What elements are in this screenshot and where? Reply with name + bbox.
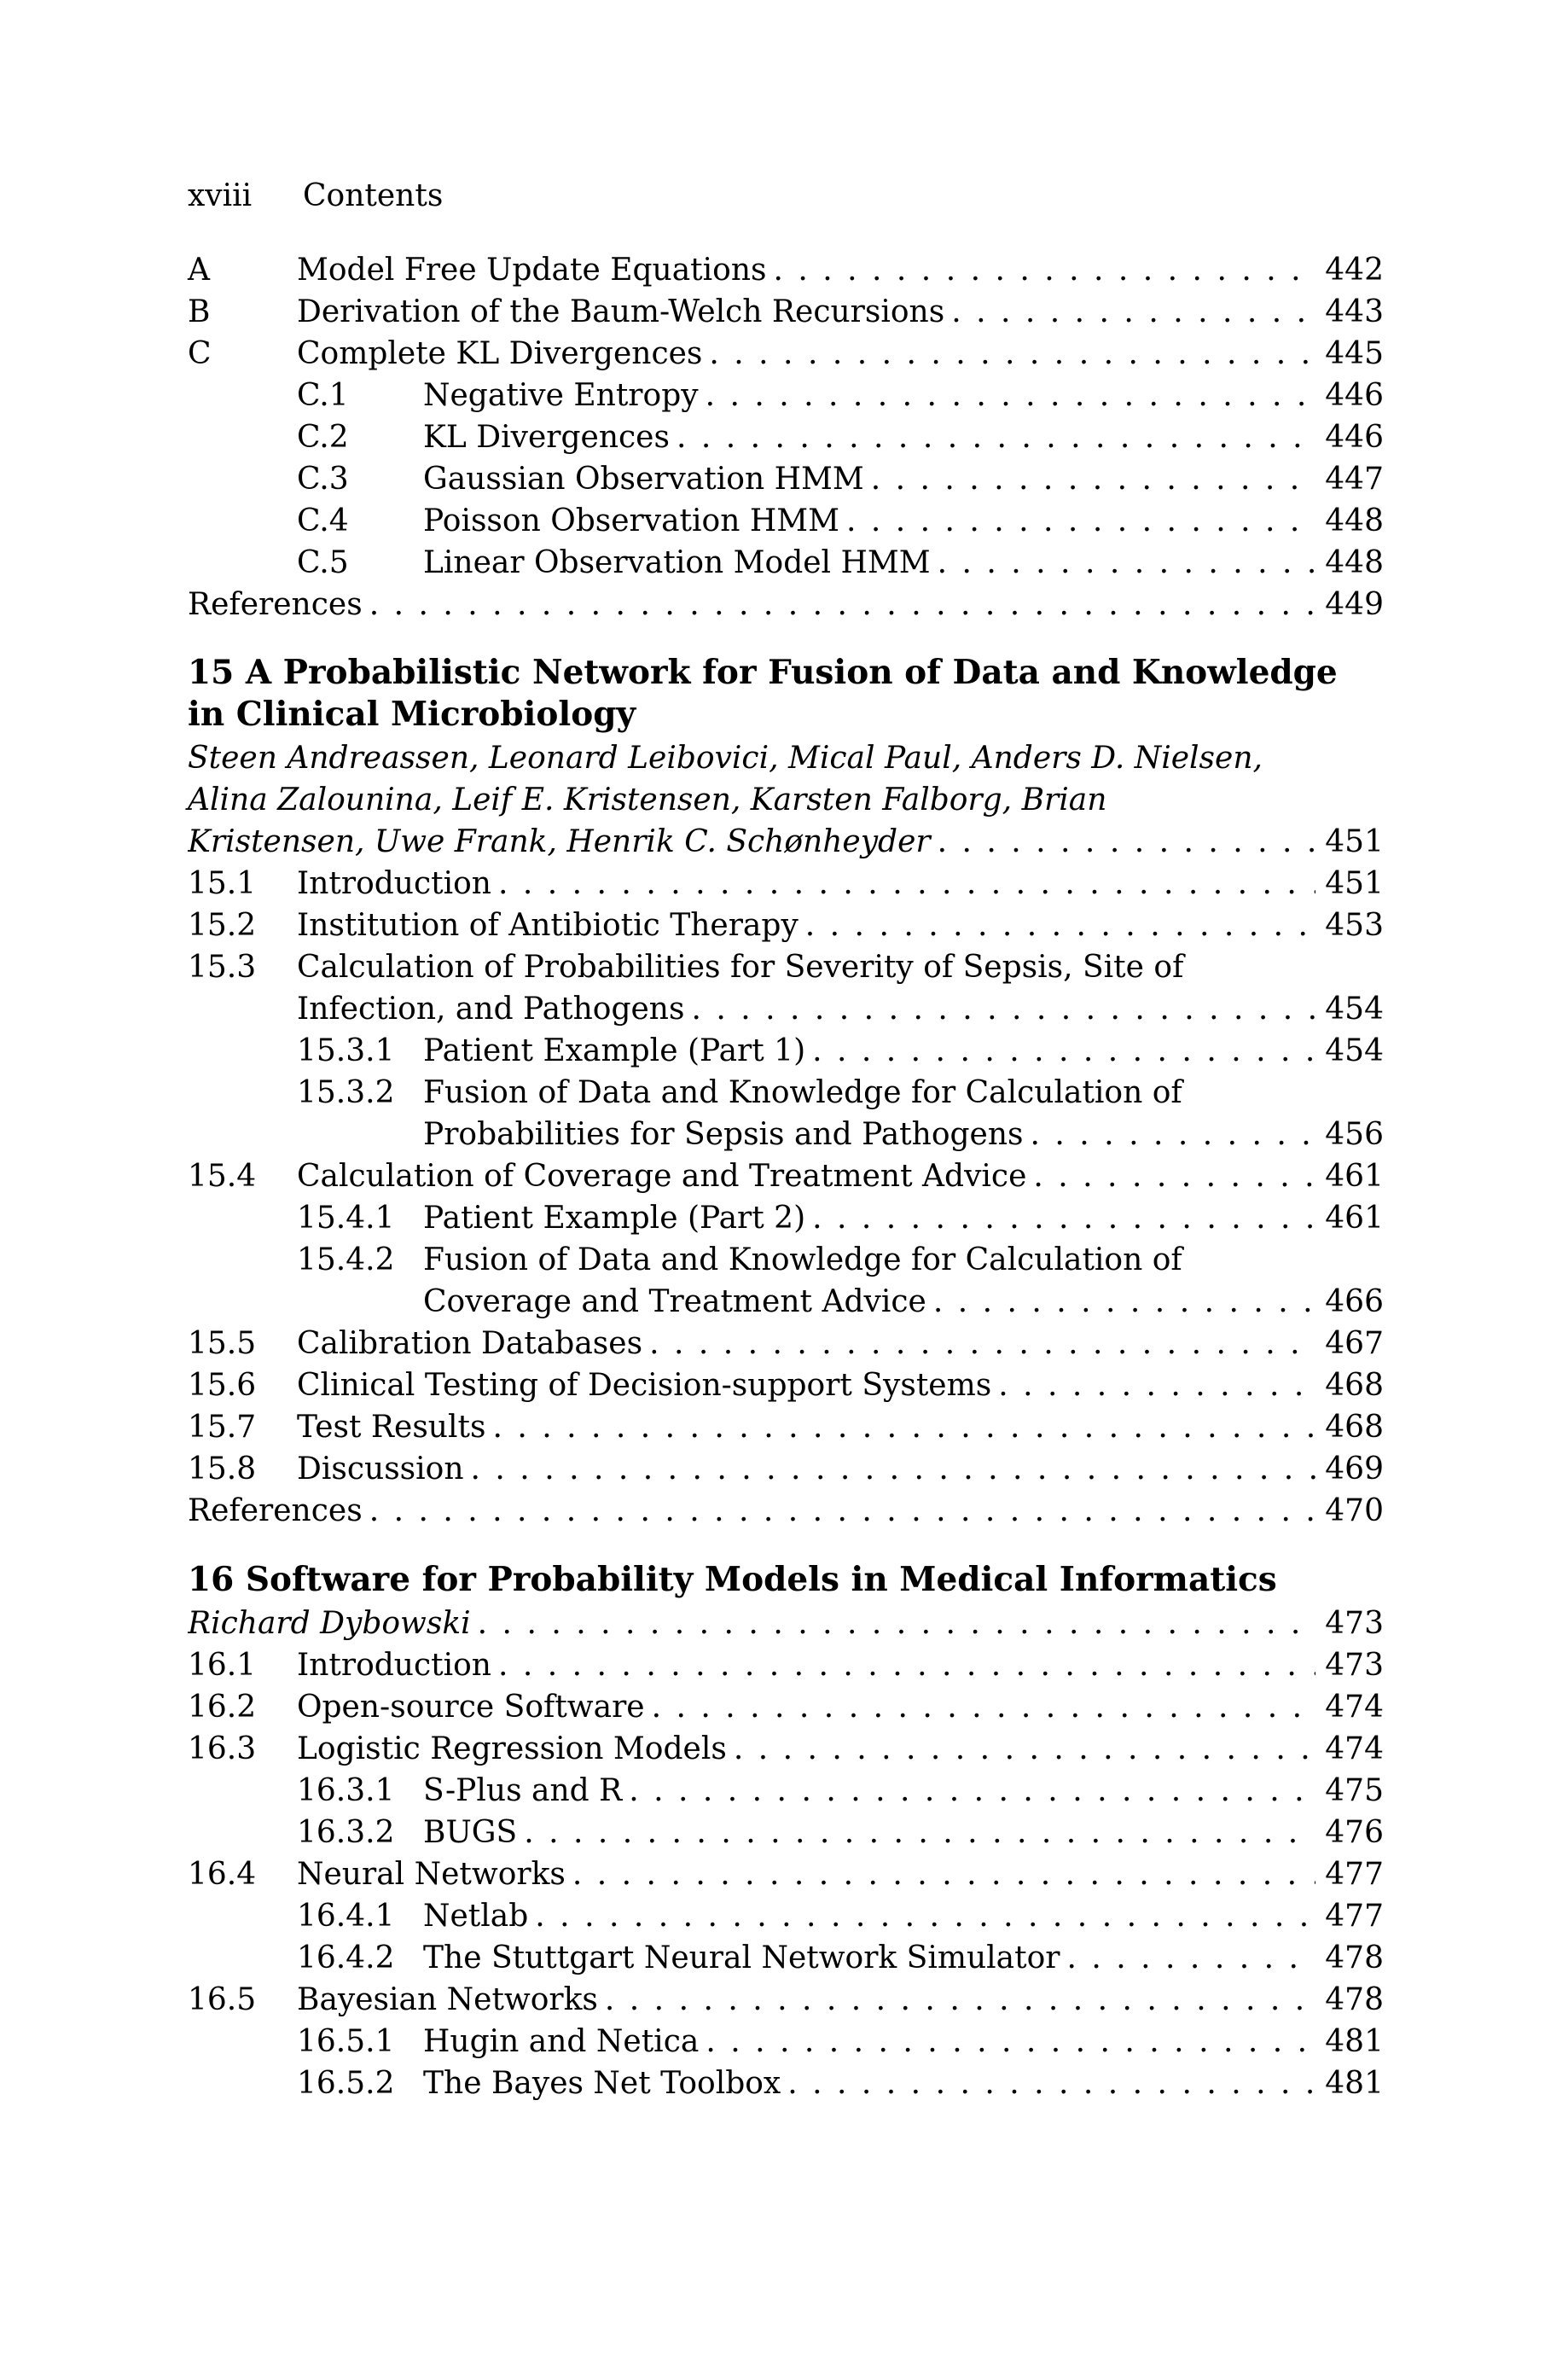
entry-number: 16.4 bbox=[188, 1857, 257, 1892]
toc-entry[interactable] bbox=[188, 1728, 1384, 1771]
entry-page: 443 bbox=[1325, 294, 1384, 329]
toc-entry[interactable] bbox=[297, 988, 1384, 1031]
leader-dots bbox=[471, 1603, 1315, 1645]
leader-dots bbox=[598, 1979, 1315, 2022]
entry-title: Patient Example (Part 2) bbox=[423, 1201, 806, 1236]
entry-page: 446 bbox=[1325, 378, 1384, 413]
entry-number: 16.5.2 bbox=[297, 2066, 395, 2101]
entry-page: 481 bbox=[1325, 2024, 1384, 2059]
leader-dots bbox=[622, 1770, 1315, 1812]
toc-entry[interactable] bbox=[188, 249, 1384, 292]
entry-number: 15.4.1 bbox=[297, 1201, 395, 1236]
leader-dots bbox=[517, 1812, 1315, 1854]
entry-number: 15.3.2 bbox=[297, 1075, 395, 1110]
entry-page: 448 bbox=[1325, 503, 1384, 538]
entry-page: 456 bbox=[1325, 1117, 1384, 1152]
entry-label: A bbox=[188, 253, 210, 288]
leader-dots bbox=[926, 1281, 1315, 1324]
leader-dots bbox=[566, 1853, 1315, 1896]
entry-number: 15.4 bbox=[188, 1159, 257, 1194]
entry-page: 449 bbox=[1325, 587, 1384, 622]
toc-entry-references[interactable] bbox=[188, 584, 1384, 626]
toc-entry[interactable] bbox=[297, 1770, 1384, 1812]
entry-page: 470 bbox=[1325, 1493, 1384, 1528]
entry-title: The Stuttgart Neural Network Simulator bbox=[423, 1940, 1060, 1975]
entry-title: Neural Networks bbox=[297, 1857, 566, 1892]
toc-entry[interactable] bbox=[188, 1644, 1384, 1687]
toc-entry[interactable] bbox=[188, 1853, 1384, 1896]
entry-title-line-1[interactable]: Fusion of Data and Knowledge for Calculation of bbox=[423, 1242, 1182, 1277]
entry-number: 16.3.1 bbox=[297, 1773, 395, 1808]
leader-dots bbox=[670, 416, 1315, 459]
entry-label: C.5 bbox=[297, 545, 349, 580]
leader-dots bbox=[485, 1406, 1315, 1449]
toc-entry[interactable] bbox=[297, 416, 1384, 459]
entry-title: Netlab bbox=[423, 1899, 529, 1934]
entry-title: Calculation of Coverage and Treatment Advice bbox=[297, 1159, 1027, 1194]
entry-title: Probabilities for Sepsis and Pathogens bbox=[423, 1117, 1024, 1152]
entry-title: Model Free Update Equations bbox=[297, 253, 767, 288]
leader-dots bbox=[699, 2021, 1315, 2063]
entry-page: 445 bbox=[1325, 336, 1384, 371]
entry-page: 447 bbox=[1325, 462, 1384, 497]
author-name: Richard Dybowski bbox=[188, 1606, 471, 1641]
entry-title: Complete KL Divergences bbox=[297, 336, 703, 371]
entry-title: Coverage and Treatment Advice bbox=[423, 1284, 926, 1319]
chapter-16-title[interactable]: 16 Software for Probability Models in Medical Informatics bbox=[188, 1560, 1277, 1599]
entry-number: 15.3.1 bbox=[297, 1033, 395, 1068]
entry-label: C.3 bbox=[297, 462, 349, 497]
entry-title-line-1[interactable]: Fusion of Data and Knowledge for Calculation of bbox=[423, 1075, 1182, 1110]
toc-entry[interactable] bbox=[297, 1197, 1384, 1240]
chapter-15-title-line-2[interactable]: in Clinical Microbiology bbox=[188, 695, 636, 734]
entry-page: 442 bbox=[1325, 253, 1384, 288]
entry-title: Institution of Antibiotic Therapy bbox=[297, 908, 799, 943]
entry-title: Infection, and Pathogens bbox=[297, 992, 685, 1027]
entry-label: C.2 bbox=[297, 420, 349, 455]
entry-page: 478 bbox=[1325, 1940, 1384, 1975]
entry-title: Introduction bbox=[297, 1648, 491, 1683]
toc-entry[interactable] bbox=[423, 1281, 1384, 1324]
entry-page: 453 bbox=[1325, 908, 1384, 943]
entry-title: BUGS bbox=[423, 1815, 518, 1850]
leader-dots bbox=[528, 1895, 1315, 1938]
toc-entry[interactable] bbox=[188, 905, 1384, 947]
leader-dots bbox=[931, 821, 1315, 864]
entry-number: 15.5 bbox=[188, 1326, 257, 1361]
entry-number: 15.8 bbox=[188, 1452, 257, 1487]
entry-page: 466 bbox=[1325, 1284, 1384, 1319]
running-head bbox=[188, 175, 1382, 218]
entry-page: 446 bbox=[1325, 420, 1384, 455]
entry-title: Gaussian Observation HMM bbox=[423, 462, 864, 497]
entry-number: 16.2 bbox=[188, 1690, 257, 1725]
entry-title: S-Plus and R bbox=[423, 1773, 623, 1808]
leader-dots bbox=[684, 988, 1315, 1031]
entry-title: Test Results bbox=[297, 1410, 486, 1445]
chapter-16-author-entry[interactable] bbox=[188, 1603, 1384, 1645]
leader-dots bbox=[864, 458, 1315, 501]
entry-page: 469 bbox=[1325, 1452, 1384, 1487]
entry-number: 15.4.2 bbox=[297, 1242, 395, 1277]
leader-dots bbox=[727, 1728, 1315, 1771]
leader-dots bbox=[491, 863, 1315, 905]
leader-dots bbox=[363, 584, 1315, 626]
entry-page: 474 bbox=[1325, 1690, 1384, 1725]
leader-dots bbox=[645, 1686, 1315, 1729]
entry-label: B bbox=[188, 294, 211, 329]
entry-title: Open-source Software bbox=[297, 1690, 645, 1725]
leader-dots bbox=[799, 905, 1315, 947]
entry-number: 15.1 bbox=[188, 866, 257, 901]
leader-dots bbox=[944, 291, 1315, 334]
entry-page: 473 bbox=[1325, 1648, 1384, 1683]
toc-entry[interactable] bbox=[188, 1406, 1384, 1449]
entry-number: 15.3 bbox=[188, 950, 257, 985]
toc-entry-references[interactable] bbox=[188, 1490, 1384, 1533]
entry-label: C.4 bbox=[297, 503, 349, 538]
entry-title: Hugin and Netica bbox=[423, 2024, 700, 2059]
toc-entry[interactable] bbox=[188, 1323, 1384, 1365]
entry-page: 454 bbox=[1325, 1033, 1384, 1068]
entry-title: Discussion bbox=[297, 1452, 464, 1487]
entry-title: References bbox=[188, 1493, 363, 1528]
leader-dots bbox=[699, 375, 1315, 417]
entry-number: 16.3.2 bbox=[297, 1815, 395, 1850]
entry-number: 16.5 bbox=[188, 1982, 257, 2017]
toc-entry[interactable] bbox=[188, 1155, 1384, 1198]
entry-page: 473 bbox=[1325, 1606, 1384, 1641]
entry-title: The Bayes Net Toolbox bbox=[423, 2066, 781, 2101]
leader-dots bbox=[702, 333, 1315, 375]
leader-dots bbox=[1060, 1937, 1316, 1980]
toc-entry[interactable] bbox=[188, 1448, 1384, 1491]
toc-entry[interactable] bbox=[297, 1937, 1384, 1980]
toc-entry[interactable] bbox=[297, 1812, 1384, 1854]
entry-title: KL Divergences bbox=[423, 420, 670, 455]
chapter-15-authors-line-1: Steen Andreassen, Leonard Leibovici, Mical Paul, Anders D. Nielsen, bbox=[188, 741, 1263, 776]
chapter-15-title-line-1[interactable]: 15 A Probabilistic Network for Fusion of Data and Knowledge bbox=[188, 653, 1338, 692]
toc-entry[interactable] bbox=[297, 1030, 1384, 1073]
toc-entry[interactable] bbox=[297, 2063, 1384, 2105]
entry-number: 15.6 bbox=[188, 1368, 257, 1403]
entry-title: Poisson Observation HMM bbox=[423, 503, 839, 538]
entry-label: C bbox=[188, 336, 212, 371]
toc-entry[interactable] bbox=[188, 1364, 1384, 1407]
leader-dots bbox=[931, 542, 1315, 585]
entry-page: 478 bbox=[1325, 1982, 1384, 2017]
entry-page: 461 bbox=[1325, 1201, 1384, 1236]
entry-page: 451 bbox=[1325, 866, 1384, 901]
entry-number: 15.7 bbox=[188, 1410, 257, 1445]
entry-number: 15.2 bbox=[188, 908, 257, 943]
toc-entry[interactable] bbox=[297, 542, 1384, 585]
entry-number: 16.3 bbox=[188, 1731, 257, 1766]
entry-title-line-1[interactable]: Calculation of Probabilities for Severity of Sepsis, Site of bbox=[297, 950, 1184, 985]
toc-entry[interactable] bbox=[188, 1979, 1384, 2022]
toc-entry[interactable] bbox=[188, 863, 1384, 905]
entry-number: 16.5.1 bbox=[297, 2024, 395, 2059]
entry-page: 475 bbox=[1325, 1773, 1384, 1808]
entry-page: 454 bbox=[1325, 992, 1384, 1027]
entry-page: 477 bbox=[1325, 1857, 1384, 1892]
leader-dots bbox=[642, 1323, 1315, 1365]
leader-dots bbox=[1024, 1114, 1315, 1156]
entry-page: 476 bbox=[1325, 1815, 1384, 1850]
entry-title: Bayesian Networks bbox=[297, 1982, 598, 2017]
entry-page: 448 bbox=[1325, 545, 1384, 580]
entry-title: Logistic Regression Models bbox=[297, 1731, 727, 1766]
running-title: Contents bbox=[303, 178, 444, 213]
leader-dots bbox=[363, 1490, 1315, 1533]
leader-dots bbox=[805, 1030, 1315, 1073]
entry-number: 16.4.2 bbox=[297, 1940, 395, 1975]
toc-entry[interactable] bbox=[297, 1895, 1384, 1938]
entry-number: 16.1 bbox=[188, 1648, 257, 1683]
leader-dots bbox=[766, 249, 1315, 292]
entry-title: Negative Entropy bbox=[423, 378, 699, 413]
toc-entry[interactable] bbox=[188, 333, 1384, 375]
entry-page: 467 bbox=[1325, 1326, 1384, 1361]
toc-entry[interactable] bbox=[423, 1114, 1384, 1156]
entry-title: Introduction bbox=[297, 866, 491, 901]
entry-title: Clinical Testing of Decision-support Systems bbox=[297, 1368, 992, 1403]
entry-page: 468 bbox=[1325, 1368, 1384, 1403]
leader-dots bbox=[991, 1364, 1315, 1407]
entry-title: References bbox=[188, 587, 363, 622]
entry-title: Patient Example (Part 1) bbox=[423, 1033, 806, 1068]
authors-line-3: Kristensen, Uwe Frank, Henrik C. Schønheyder bbox=[188, 824, 931, 859]
leader-dots bbox=[491, 1644, 1315, 1687]
entry-title: Calibration Databases bbox=[297, 1326, 643, 1361]
entry-page: 468 bbox=[1325, 1410, 1384, 1445]
toc-entry[interactable] bbox=[297, 458, 1384, 501]
entry-page: 474 bbox=[1325, 1731, 1384, 1766]
page-number: xviii bbox=[188, 178, 253, 213]
entry-number: 16.4.1 bbox=[297, 1899, 395, 1934]
entry-title: Derivation of the Baum-Welch Recursions bbox=[297, 294, 945, 329]
toc-entry[interactable] bbox=[297, 375, 1384, 417]
toc-entry[interactable] bbox=[297, 2021, 1384, 2063]
leader-dots bbox=[805, 1197, 1315, 1240]
leader-dots bbox=[1026, 1155, 1315, 1198]
leader-dots bbox=[464, 1448, 1315, 1491]
entry-page: 461 bbox=[1325, 1159, 1384, 1194]
chapter-15-authors-line-2: Alina Zalounina, Leif E. Kristensen, Karsten Falborg, Brian bbox=[188, 783, 1107, 817]
toc-entry[interactable] bbox=[188, 291, 1384, 334]
toc-entry[interactable] bbox=[188, 1686, 1384, 1729]
entry-title: Linear Observation Model HMM bbox=[423, 545, 931, 580]
chapter-15-authors-entry[interactable] bbox=[188, 821, 1384, 864]
toc-entry[interactable] bbox=[297, 500, 1384, 543]
entry-page: 481 bbox=[1325, 2066, 1384, 2101]
entry-page: 477 bbox=[1325, 1899, 1384, 1934]
entry-label: C.1 bbox=[297, 378, 349, 413]
leader-dots bbox=[781, 2063, 1315, 2105]
leader-dots bbox=[839, 500, 1315, 543]
entry-page: 451 bbox=[1325, 824, 1384, 859]
